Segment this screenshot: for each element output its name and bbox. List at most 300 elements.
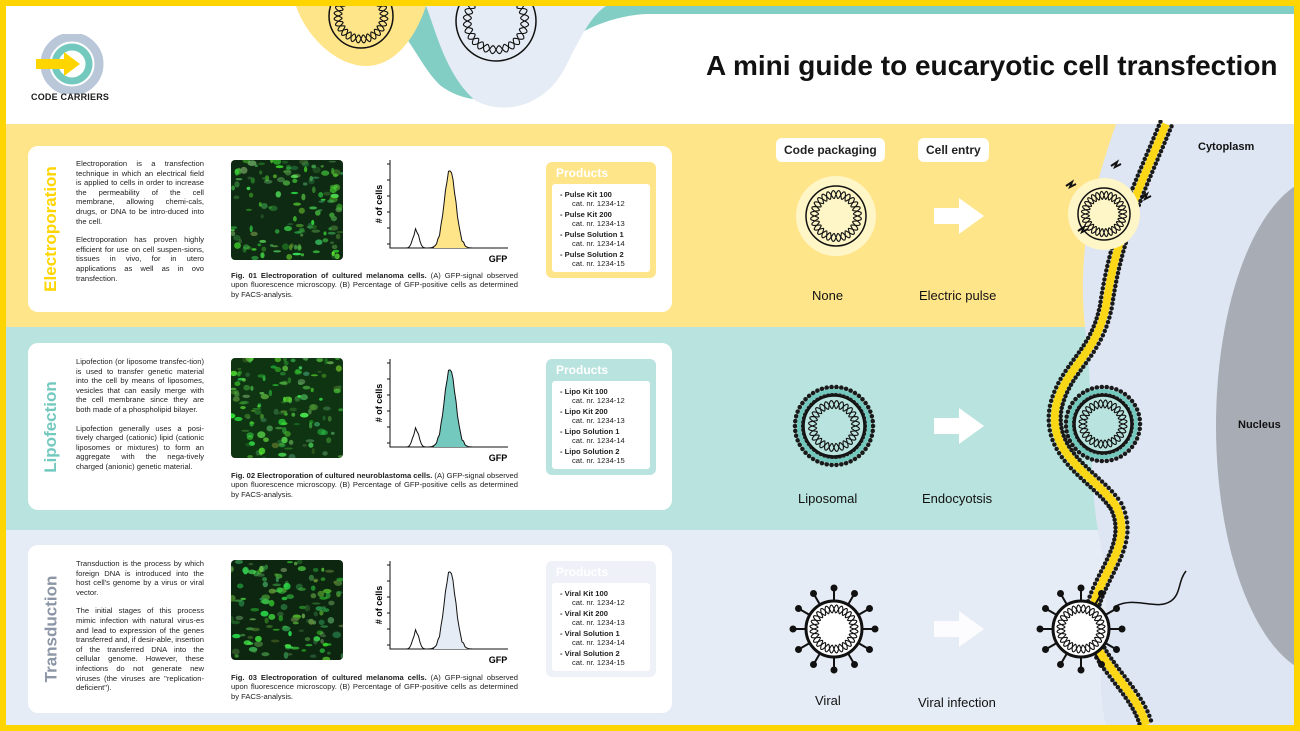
cell-spot [325,358,328,364]
lipid-head [1086,357,1090,361]
caption-text: (A) GFP-signal observed upon fluorescence microscopy. (B) Percentage of GFP-positive cells as determined by FACS-analysis. [231,673,518,701]
cell-spot [336,204,342,211]
product-name[interactable]: - Viral Solution 1 [560,629,620,638]
cell-spot [234,181,239,187]
transduction-card [28,545,672,713]
cell-spot [242,567,249,574]
cell-spot [231,186,235,191]
lipid-head [1124,540,1128,544]
cell-spot [280,372,286,376]
lipid-head [1125,678,1129,682]
cell-spot [328,617,335,624]
cell-spot [282,597,288,600]
cell-entry-header: Cell entry [918,138,989,162]
gfp-histogram [348,353,518,463]
cell-spot [231,231,235,236]
products-title: Products [556,166,609,180]
lipid-head [1108,549,1112,553]
cell-spot [296,584,303,590]
lipid-head [1114,567,1118,571]
cell-spot [299,366,303,370]
lipid-head [1144,153,1148,157]
product-catalog-number: cat. nr. 1234-13 [572,219,625,228]
lipid-head [1098,300,1102,304]
cell-spot [323,192,331,196]
cell-spot [265,618,269,624]
cell-spot [231,229,235,231]
lipid-head [1112,288,1116,292]
cell-spot [273,250,281,252]
caption-text: (A) GFP-signal observed upon fluorescence microscopy. (B) Percentage of GFP-positive cells as determined by FACS-analysis. [231,471,518,499]
cell-spot [261,611,269,617]
cell-spot [257,431,265,438]
lipofection-card [28,343,672,510]
lipid-head [1128,703,1132,707]
lipid-head [1108,311,1112,315]
microscopy-image [231,160,343,260]
lipid-head [1113,529,1117,533]
cell-spot [270,160,273,163]
lipid-head [1141,161,1145,165]
cell-spot [249,193,253,198]
cell-spot [282,427,287,434]
cell-spot [235,616,243,620]
cell-spot [257,243,261,246]
cell-spot [260,252,264,258]
lipid-head [1062,398,1066,402]
cell-spot [313,250,320,253]
cell-spot [231,413,235,418]
lipid-head [1101,286,1105,290]
cell-spot [304,167,307,173]
description-paragraph: The initial stages of this process mimic infection with natural virus-es and lead to expression of the genes transferred and, if desir-able, insertion of the transferred DNA into the cellular genome. However, these infections do not generate new viruses (the viruses are "replication-deficient"). [76,606,204,693]
page-title: A mini guide to eucaryotic cell transfection [706,50,1278,81]
lipid-head [1154,161,1158,165]
description-paragraph: Transduction is the process by which foreign DNA is introduced into the host cell's genome by a virus or viral vector. [76,559,204,597]
lipid-head [1107,653,1111,657]
lipid-head [1049,399,1053,403]
lipid-head [1150,170,1154,174]
cell-spot [231,226,237,229]
cell-spot [275,358,281,362]
lipid-head [1084,339,1088,343]
cell-spot [263,582,268,588]
lipid-head [1092,324,1096,328]
lipid-head [1112,518,1116,522]
cell-spot [311,586,316,591]
cell-spot [240,406,246,409]
cell-spot [313,639,317,645]
lipid-head [1121,249,1125,253]
cell-spot [267,425,273,431]
lipid-head [1121,506,1125,510]
cell-spot [243,385,250,391]
cell-spot [321,170,329,175]
cell-spot [241,430,249,432]
lipid-head [1137,169,1141,173]
cell-spot [330,241,334,244]
lipid-head [1061,402,1065,406]
product-name[interactable]: - Lipo Kit 100 [560,387,608,396]
lipid-head [1148,144,1152,148]
x-axis-label: GFP [488,453,508,463]
lipid-head [1067,386,1071,390]
lipid-head [1124,515,1128,519]
cell-spot [298,395,302,398]
cell-spot [336,234,340,240]
description-paragraph: Electroporation has proven highly efficient for use on cell suspen-sions, tissues in vivo, for in utero applications as well as in ovo transfection. [76,235,204,283]
lipid-head [1119,258,1123,262]
lipid-head [1166,132,1170,136]
cell-spot [295,369,300,374]
cell-spot [297,245,301,251]
lipid-head [1071,358,1075,362]
lipid-head [1116,496,1120,500]
lipid-head [1090,470,1094,474]
cell-spot [291,647,300,650]
cell-spot [279,382,287,385]
cell-spot [252,408,261,410]
cell-spot [268,614,275,620]
lipid-head [1112,571,1116,575]
lipid-head [1052,442,1056,446]
lipid-head [1078,368,1082,372]
lipid-head [1107,486,1111,490]
lipid-head [1113,493,1117,497]
lipid-head [1113,533,1117,537]
product-name[interactable]: - Pulse Solution 1 [560,230,624,239]
cell-spot [311,230,320,233]
lipid-head [1059,422,1063,426]
lipid-head [1089,353,1093,357]
cell-spot [247,636,253,639]
cell-spot [245,373,250,377]
x-axis-label: GFP [488,655,508,665]
lipid-head [1097,308,1101,312]
cell-spot [231,388,237,390]
cell-spot [301,253,304,256]
lipid-head [1117,266,1121,270]
lipid-head [1047,413,1051,417]
lipid-head [1146,148,1150,152]
cell-spot [234,417,242,421]
method-name: Transduction [41,575,61,683]
cell-spot [273,160,281,165]
cell-spot [271,640,280,643]
cell-spot [277,612,284,617]
cell-spot [262,577,267,581]
lipid-head [1139,165,1143,169]
cell-spot [321,568,324,572]
cell-spot [305,605,310,612]
lipid-head [1060,455,1064,459]
lipid-head [1106,320,1110,324]
cell-spot [287,561,293,563]
cell-spot [274,409,279,415]
cell-spot [316,606,323,611]
description-paragraph: Electroporation is a transfection technique in which an electrical field is applied to cells in order to increase the permeability of the cell membrane, allowing chemi-cals, drugs, or DNA to be intro-duced into the cell. [76,159,204,226]
cell-spot [281,437,287,444]
lipid-head [1107,553,1111,557]
product-name[interactable]: - Pulse Kit 100 [560,190,612,199]
lipid-head [1103,482,1107,486]
cell-spot [258,569,262,575]
cell-spot [291,359,296,363]
lipid-head [1090,328,1094,332]
lipid-head [1150,140,1154,144]
cell-spot [336,365,342,371]
lipid-head [1168,128,1172,132]
products-list [552,184,650,272]
lipid-head [1120,254,1124,258]
lipid-head [1096,312,1100,316]
cell-spot [334,389,341,394]
cell-spot [285,169,292,175]
lipid-head [1093,473,1097,477]
cell-spot [284,397,292,403]
cell-spot [269,589,276,594]
lipid-head [1110,489,1114,493]
cell-spot [341,653,343,659]
entry-arrow [934,611,984,647]
lipid-head [1159,149,1163,153]
lipid-head [1084,361,1088,365]
cell-spot [333,173,338,177]
cell-spot [299,208,305,214]
cell-spot [247,455,253,458]
lipid-head [1050,438,1054,442]
cell-spot [251,628,260,632]
page-header [6,6,1294,120]
entry-label: Electric pulse [919,288,997,303]
infographic-frame [6,6,1294,725]
lipid-head [1117,667,1121,671]
lipid-head [1149,718,1153,722]
electroporation-card [28,146,672,312]
microscopy-image [231,560,343,660]
lipid-head [1122,245,1126,249]
lipid-head [1093,582,1097,586]
cell-spot [282,243,289,250]
cell-spot [302,444,306,447]
lipid-head [1116,562,1120,566]
lipid-head [1097,476,1101,480]
cell-spot [272,245,279,247]
lipid-head [1136,718,1140,722]
cell-spot [311,388,314,392]
lipid-head [1077,350,1081,354]
cell-spot [244,640,252,645]
packaging-label: None [812,288,844,303]
cell-spot [319,398,323,401]
method-name: Electroporation [41,166,60,292]
lipid-head [1155,157,1159,161]
cell-spot [312,602,321,604]
cell-spot [250,386,253,391]
cell-spot [311,593,317,598]
cell-spot [246,209,252,211]
cell-spot [338,625,343,628]
lipid-head [1147,714,1151,718]
lipid-head [1151,136,1155,140]
figure-caption [231,673,518,701]
cell-spot [320,625,328,627]
lipid-head [1099,337,1103,341]
cell-spot [269,390,272,397]
cell-spot [327,361,334,364]
lipid-head [1145,709,1149,713]
cell-spot [236,178,243,180]
lipid-head [1122,674,1126,678]
lipid-head [1094,316,1098,320]
lipid-head [1112,660,1116,664]
lipid-head [1115,275,1119,279]
lipid-head [1058,377,1062,381]
product-catalog-number: cat. nr. 1234-14 [572,638,625,647]
cell-spot [238,368,242,370]
cell-spot [250,422,255,425]
cell-spot [239,600,245,607]
cell-spot [322,374,327,378]
cell-spot [303,386,311,390]
cell-spot [268,206,272,208]
brand-name: CODE CARRIERS [31,92,110,102]
lipid-head [1118,262,1122,266]
product-catalog-number: cat. nr. 1234-14 [572,436,625,445]
electric-spark-icon [1066,182,1076,187]
lipid-head [1107,255,1111,259]
cell-spot [308,619,314,625]
lipid-head [1110,678,1114,682]
lipid-head [1104,649,1108,653]
lipid-head [1066,462,1070,466]
cell-spot [284,448,293,450]
cell-spot [237,584,243,589]
cell-spot [327,200,334,203]
lipid-head [1145,182,1149,186]
product-catalog-number: cat. nr. 1234-13 [572,416,625,425]
cell-spot [293,203,301,206]
cell-spot [250,225,253,232]
cell-spot [277,177,285,182]
figure-caption [231,471,518,499]
cell-spot [272,384,279,386]
lipid-head [1099,569,1103,573]
description-paragraph: Lipofection (or liposome transfec-tion) is used to transfer genetic material into the cell by means of liposomes, vesicles that can easily merge with the cell membrane since they are both made of a phospholipid bilayer. [76,357,204,414]
packaging-label: Liposomal [798,491,858,506]
lipid-head [1125,530,1129,534]
lipid-head [1136,173,1140,177]
cell-spot [328,601,334,606]
cell-spot [259,170,262,174]
cell-spot [301,649,306,652]
cell-spot [328,416,332,422]
product-name[interactable]: - Pulse Kit 200 [560,210,612,219]
cell-spot [238,168,241,172]
lipid-head [1069,383,1073,387]
cell-spot [278,419,286,426]
lipid-head [1063,369,1067,373]
product-name[interactable]: - Lipo Solution 1 [560,427,620,436]
cell-spot [313,167,321,174]
cell-spot [275,427,283,429]
lipid-head [1153,132,1157,136]
product-name[interactable]: - Lipo Solution 2 [560,447,620,456]
cell-spot [292,179,297,183]
lipid-head [1104,268,1108,272]
cell-spot [291,617,299,622]
product-name[interactable]: - Pulse Solution 2 [560,250,624,259]
lipid-head [1063,459,1067,463]
cell-spot [314,580,318,583]
cell-spot [336,591,343,594]
cell-spot [310,655,316,658]
lipid-head [1143,186,1147,190]
cell-spot [245,443,251,447]
cell-spot [272,443,279,449]
caption-title: Fig. 02 Electroporation of cultured neuroblastoma cells. [231,471,433,480]
product-name[interactable]: - Viral Kit 200 [560,609,608,618]
lipid-head [1103,273,1107,277]
lipid-head [1162,141,1166,145]
product-catalog-number: cat. nr. 1234-15 [572,456,625,465]
entry-arrow [934,408,984,444]
lipid-head [1138,199,1142,203]
cell-spot [308,223,312,230]
cell-spot [305,637,310,641]
cell-spot [263,457,266,458]
product-catalog-number: cat. nr. 1234-12 [572,598,625,607]
lipid-head [1138,697,1142,701]
lipid-head [1121,692,1125,696]
endocytosed-liposome [1064,385,1143,464]
lipid-head [1123,545,1127,549]
cell-spot [321,165,324,168]
lipid-head [1125,520,1129,524]
cell-spot [303,372,309,376]
cell-spot [261,214,264,218]
cell-spot [319,620,325,625]
lipid-head [1157,153,1161,157]
cell-spot [332,245,338,250]
product-catalog-number: cat. nr. 1234-15 [572,259,625,268]
lipid-head [1118,689,1122,693]
lipid-head [1105,557,1109,561]
cell-spot [261,394,269,399]
cell-spot [300,394,308,400]
product-name[interactable]: - Viral Kit 100 [560,589,608,598]
fluorescent-cells [231,560,343,660]
lipid-head [1085,482,1089,486]
cell-spot [312,448,315,454]
cell-spot [333,581,337,584]
lipid-head [1057,451,1061,455]
cell-spot [232,634,240,638]
lipid-head [1094,346,1098,350]
products-box [546,561,656,677]
lipid-head [1105,671,1109,675]
lipid-head [1059,426,1063,430]
figure-caption [231,271,518,299]
lipid-head [1147,178,1151,182]
lipid-head [1141,701,1145,705]
product-catalog-number: cat. nr. 1234-12 [572,396,625,405]
product-name[interactable]: - Lipo Kit 200 [560,407,608,416]
lipid-head [1114,663,1118,667]
lipid-head [1061,373,1065,377]
product-name[interactable]: - Viral Solution 2 [560,649,620,658]
cell-spot [266,625,273,628]
